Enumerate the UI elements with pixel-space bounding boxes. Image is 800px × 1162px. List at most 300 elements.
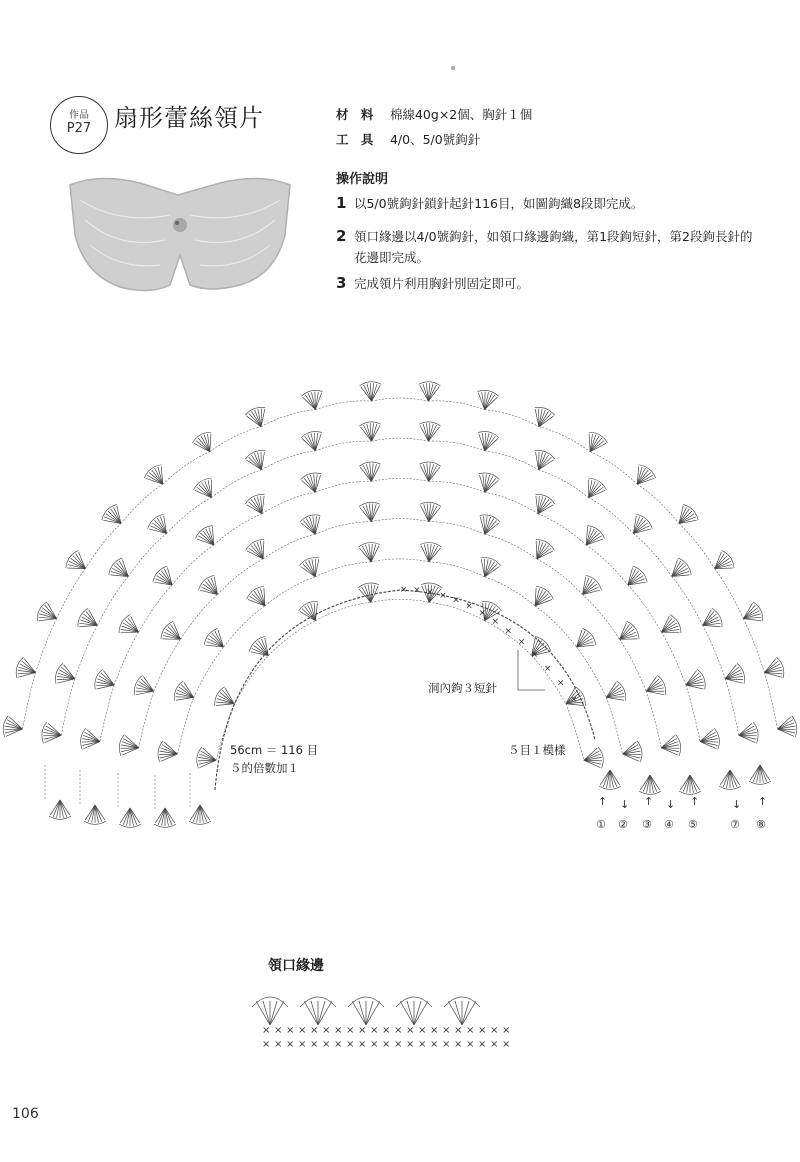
fan-motif	[154, 808, 176, 827]
single-crochet-mark: ×	[298, 1039, 307, 1050]
stitch-line	[644, 679, 662, 691]
chain-arc	[485, 410, 539, 427]
chain-arc	[485, 451, 539, 470]
single-crochet-mark: ×	[418, 1025, 427, 1036]
fan-motif	[191, 430, 219, 457]
step-number: 3	[336, 274, 347, 292]
fan-motif	[151, 564, 180, 593]
single-crochet-mark: ×	[430, 1025, 439, 1036]
chain-arc	[172, 545, 214, 585]
stitch-count-label: 56cm ＝ 116 目	[230, 743, 319, 757]
stitch-line	[249, 455, 262, 473]
single-crochet-mark: ×	[310, 1025, 319, 1036]
fan-motif	[40, 721, 63, 745]
stitch-line	[485, 395, 498, 412]
chain-arc	[210, 427, 261, 452]
stitch-line	[586, 531, 599, 547]
single-crochet-mark: ×	[570, 695, 578, 705]
fan-motif	[196, 573, 225, 602]
single-crochet-mark: ×	[502, 1025, 511, 1036]
chain-arc	[485, 534, 537, 559]
fan-motif	[418, 381, 441, 402]
fan-motif	[739, 600, 766, 628]
fan-motif	[298, 555, 325, 581]
single-crochet-mark: ×	[465, 601, 473, 612]
stitch-line	[303, 395, 316, 412]
chain-arc	[217, 559, 263, 595]
page-number: 106	[12, 1106, 39, 1122]
fan-motif	[529, 448, 557, 474]
fan-motif	[172, 680, 198, 708]
chain-arc	[428, 401, 484, 410]
arrow-down-icon: ↓	[666, 798, 676, 811]
fan-motif	[776, 715, 799, 739]
single-crochet-mark: ×	[502, 1039, 511, 1050]
chain-arc	[538, 514, 586, 545]
single-crochet-mark: ×	[370, 1025, 379, 1036]
fan-motifs	[2, 381, 799, 827]
single-crochet-mark: ×	[454, 1025, 463, 1036]
single-crochet-mark: ×	[478, 608, 487, 619]
chain-arc	[429, 562, 485, 577]
chain-arc	[211, 470, 261, 498]
fan-motif	[119, 808, 141, 827]
tools-label: 工 具	[336, 132, 378, 147]
single-crochet-mark: ×	[310, 1039, 319, 1050]
single-crochet-mark: ×	[504, 626, 513, 637]
arrow-down-icon: ↓	[620, 798, 630, 811]
chain-arc	[177, 697, 193, 754]
single-crochet-mark: ×	[556, 678, 565, 689]
page-title: 扇形蕾絲領片	[114, 104, 264, 132]
single-crochet-mark: ×	[430, 1039, 439, 1050]
fan-motif	[300, 471, 326, 496]
instruction-step	[336, 273, 756, 294]
chain-arc	[637, 484, 679, 523]
fan-motif	[581, 430, 609, 457]
chain-arc	[764, 673, 777, 729]
fan-motif	[118, 734, 141, 758]
single-crochet-mark: ×	[382, 1039, 391, 1050]
row-number: ④	[664, 818, 674, 831]
chain-arc	[577, 647, 607, 697]
chain-arc	[154, 639, 181, 691]
stitch-line	[359, 1001, 366, 1025]
chain-arc	[429, 481, 485, 492]
chain-arc	[633, 534, 671, 577]
chain-arc	[315, 481, 371, 492]
single-crochet-mark: ×	[346, 1025, 355, 1036]
fan-motif	[192, 476, 221, 504]
chain-arc	[372, 398, 429, 401]
chain-arc	[180, 595, 217, 640]
chain-arc	[620, 639, 647, 691]
arrow-up-icon: ↑	[758, 795, 768, 808]
badge-label: 作品	[69, 110, 89, 121]
chain-arc	[262, 492, 315, 513]
step-text: 完成領片利用胸針別固定即可。	[353, 276, 529, 291]
single-crochet-mark: ×	[478, 1025, 487, 1036]
single-crochet-mark: ×	[490, 1039, 499, 1050]
chain-arc	[371, 559, 429, 562]
fan-motif	[625, 512, 654, 541]
fan-motif	[193, 523, 222, 551]
fan-motif	[639, 775, 661, 794]
edging-fan	[300, 997, 336, 1025]
fan-motif	[580, 476, 609, 504]
fan-motif	[474, 429, 500, 453]
row-number: ①	[596, 818, 606, 831]
single-crochet-mark: ×	[400, 585, 408, 595]
chain-arc	[61, 679, 75, 735]
stitch-line	[462, 1001, 476, 1025]
chain-arc	[75, 625, 98, 678]
fan-motif	[621, 740, 644, 764]
single-crochet-mark: ×	[418, 1039, 427, 1050]
fan-motif	[575, 573, 604, 602]
single-crochet-mark: ×	[370, 1039, 379, 1050]
instructions-heading: 操作說明	[336, 172, 389, 187]
single-crochet-mark: ×	[406, 1039, 415, 1050]
chain-arc	[23, 673, 36, 729]
single-crochet-mark: ×	[490, 1025, 499, 1036]
fan-motif	[2, 715, 25, 739]
stitch-line	[42, 605, 60, 618]
chain-arc	[371, 519, 428, 522]
fan-motif	[53, 662, 78, 689]
fan-motif	[34, 600, 61, 628]
fan-motif	[92, 668, 118, 695]
chain-arc	[715, 569, 744, 619]
chain-arc	[121, 484, 163, 523]
fan-motif	[14, 656, 39, 682]
stitch-line	[303, 561, 315, 579]
materials-label: 材 料	[336, 107, 378, 122]
single-crochet-mark: ×	[322, 1039, 331, 1050]
single-crochet-mark: ×	[442, 1039, 451, 1050]
chain-arc	[590, 452, 637, 485]
fan-motif	[660, 734, 683, 758]
stitch-line	[270, 1001, 284, 1025]
fan-motif	[299, 512, 326, 537]
chain-arc	[537, 559, 583, 595]
fan-motif	[132, 674, 158, 701]
stitch-line	[414, 1001, 428, 1025]
chain-arc	[686, 685, 700, 742]
stitch-line	[532, 452, 545, 470]
tools-value: 4/0、5/0號鉤針	[389, 132, 481, 147]
row-number: ⑦	[730, 818, 740, 831]
chain-arc	[372, 438, 429, 441]
chain-arc	[371, 599, 429, 602]
fan-motif	[359, 461, 382, 482]
stitch-line	[270, 1001, 277, 1025]
single-crochet-mark: ×	[358, 1039, 367, 1050]
single-crochet-mark: ×	[466, 1039, 475, 1050]
single-crochet-mark: ×	[334, 1025, 343, 1036]
single-crochet-mark: ×	[442, 1025, 451, 1036]
fan-motif	[629, 462, 658, 491]
chain-arc	[315, 522, 371, 535]
chain-arc	[672, 577, 703, 626]
arrow-down-icon: ↓	[732, 798, 742, 811]
chain-arc	[234, 656, 268, 704]
single-crochet-mark: ×	[439, 590, 447, 601]
materials-value: 棉線40g×2個、胸針１個	[389, 107, 533, 122]
stitch-line	[400, 1001, 414, 1025]
step-number: 1	[336, 194, 347, 212]
stitch-line	[604, 684, 622, 697]
fan-motif	[244, 537, 272, 565]
chain-arc	[371, 478, 428, 481]
chain-arc	[743, 619, 764, 673]
fan-motif	[672, 502, 701, 531]
row-number: ②	[618, 818, 628, 831]
fan-motif	[358, 541, 382, 563]
tools-row	[336, 130, 480, 148]
fan-motif	[245, 584, 274, 612]
fan-motif	[722, 662, 747, 689]
chain-arc	[128, 534, 166, 577]
step-number: 2	[336, 227, 347, 245]
fan-motif	[578, 523, 607, 551]
collar-photo	[60, 165, 300, 305]
stitch-line	[429, 466, 440, 482]
stitch-line	[366, 1001, 380, 1025]
fan-motif	[63, 549, 91, 578]
stitch-line	[249, 499, 262, 517]
single-crochet-mark: ×	[413, 585, 421, 596]
chain-arc	[485, 492, 538, 513]
edging-fan	[252, 997, 288, 1025]
row-markers	[596, 795, 767, 831]
single-crochet-mark: ×	[358, 1025, 367, 1036]
fan-motif	[698, 607, 725, 635]
chain-arc	[646, 691, 661, 748]
edging-chart	[250, 985, 530, 1051]
single-crochet-mark: ×	[334, 1039, 343, 1050]
single-crochet-mark: ×	[286, 1025, 295, 1036]
stitch-line	[448, 1001, 462, 1025]
single-crochet-mark: ×	[517, 637, 526, 648]
fan-motif	[474, 471, 500, 496]
chain-arc	[263, 534, 315, 559]
fan-motif	[116, 613, 144, 641]
fan-motif	[719, 770, 741, 789]
fan-motif	[602, 680, 628, 708]
fan-motif	[49, 800, 71, 819]
fan-motif	[474, 388, 499, 412]
single-crochet-mark: ×	[274, 1025, 283, 1036]
chain-arc	[315, 441, 371, 451]
fan-motif	[749, 765, 771, 784]
print-speck	[451, 66, 455, 70]
chain-arc	[114, 632, 138, 685]
chain-arc	[428, 441, 484, 451]
fan-motif	[613, 619, 641, 648]
fan-motif	[244, 448, 272, 474]
chain-arc	[261, 410, 315, 427]
chain-arc	[566, 704, 584, 761]
stitch-line	[360, 507, 371, 523]
single-crochet-mark: ×	[426, 587, 434, 598]
chain-arc	[429, 522, 485, 535]
fan-motif	[84, 805, 106, 824]
chain-arc	[703, 625, 726, 678]
fan-motif	[244, 405, 271, 431]
fan-motif	[642, 674, 668, 701]
single-crochet-mark: ×	[406, 1025, 415, 1036]
stitch-line	[302, 436, 315, 453]
fan-motif	[142, 462, 171, 491]
fan-motif	[679, 775, 701, 794]
fan-motif	[524, 634, 553, 663]
single-crochet-mark: ×	[274, 1039, 283, 1050]
stitch-line	[455, 1001, 462, 1025]
stitch-line	[304, 1001, 318, 1025]
work-number-badge	[50, 96, 108, 154]
stitch-line	[249, 411, 261, 429]
stitch-line	[414, 1001, 421, 1025]
materials-row	[336, 105, 532, 123]
fan-motif	[570, 626, 599, 655]
fan-motif	[301, 388, 326, 412]
stitch-line	[318, 1001, 325, 1025]
fan-motif	[189, 805, 211, 824]
edging-fan	[396, 997, 432, 1025]
fan-motif	[475, 555, 502, 581]
fan-motif	[761, 656, 786, 682]
chain-arc	[583, 595, 620, 640]
chain-arc	[57, 569, 86, 619]
single-crochet-mark: ×	[262, 1025, 271, 1036]
chain-arc	[539, 427, 590, 452]
chain-arc	[163, 452, 210, 485]
row-number: ③	[642, 818, 652, 831]
fan-motif	[212, 685, 239, 713]
single-crochet-mark: ×	[262, 1039, 271, 1050]
chain-arc	[661, 632, 685, 685]
single-crochet-mark: ×	[454, 1039, 463, 1050]
chain-arc	[315, 401, 371, 410]
single-crochet-mark: ×	[286, 1039, 295, 1050]
single-crochet-mark: ×	[491, 616, 500, 627]
stitch-line	[178, 684, 196, 697]
fan-motif	[158, 619, 186, 648]
fan-motif	[529, 405, 556, 431]
chain-arc	[485, 577, 535, 606]
fan-motif	[157, 740, 180, 764]
stitch-line	[485, 561, 497, 579]
fan-motif	[418, 501, 442, 523]
fan-motif	[195, 747, 218, 771]
stitch-line	[318, 1001, 332, 1025]
chain-arc	[539, 470, 589, 498]
fan-motif	[698, 728, 721, 752]
stitch-line	[539, 411, 551, 429]
arrow-up-icon: ↑	[690, 795, 700, 808]
fan-motif	[621, 564, 650, 593]
stitch-line	[360, 466, 371, 482]
single-crochet-mark: ×	[394, 1025, 403, 1036]
fan-motif	[418, 421, 441, 442]
hole-stitch-label: 洞內鉤３短針	[428, 681, 497, 695]
fan-motif	[79, 728, 102, 752]
fan-motif	[202, 626, 231, 655]
stitch-line	[256, 1001, 270, 1025]
chain-arc	[261, 451, 315, 470]
fan-motif	[357, 582, 381, 604]
stitch-line	[352, 1001, 366, 1025]
fan-motif	[475, 512, 502, 537]
single-crochet-mark: ×	[394, 1039, 403, 1050]
stitch-line	[538, 499, 551, 517]
chain-arc	[315, 562, 371, 577]
chain-arc	[194, 647, 224, 697]
single-crochet-mark: ×	[466, 1025, 475, 1036]
fan-motif	[708, 549, 736, 578]
single-crochet-mark: ×	[530, 650, 539, 661]
chain-arc	[139, 691, 154, 748]
fan-motif	[418, 461, 441, 482]
chain-arc	[586, 545, 628, 585]
single-crochet-mark: ×	[452, 595, 460, 606]
single-crochet-mark: ×	[346, 1039, 355, 1050]
single-crochet-mark: ×	[322, 1025, 331, 1036]
chain-arc	[214, 514, 262, 545]
instruction-step	[336, 226, 756, 268]
stitch-line	[366, 1001, 373, 1025]
chain-arc	[97, 577, 128, 626]
fan-motif	[526, 584, 555, 612]
crochet-chart	[0, 380, 800, 860]
chain-arc	[265, 577, 315, 606]
fan-motif	[106, 556, 135, 585]
single-crochet-mark: ×	[298, 1025, 307, 1036]
step-text: 領口緣邊以4/0號鉤針，如領口緣邊鉤織，第1段鉤短針，第2段鉤長針的花邊即完成。	[353, 229, 753, 265]
stitch-line	[407, 1001, 414, 1025]
single-crochet-mark: ×	[478, 1039, 487, 1050]
chain-arc	[606, 697, 622, 754]
single-crochet-mark: ×	[543, 663, 552, 674]
fan-motif	[100, 502, 129, 531]
stitch-line	[311, 1001, 318, 1025]
stitch-line	[485, 436, 498, 453]
chain-arc	[268, 621, 315, 656]
arrow-up-icon: ↑	[644, 795, 654, 808]
fan-motif	[359, 421, 382, 442]
stitch-line	[429, 507, 440, 523]
fan-motif	[244, 492, 272, 519]
edging-title: 領口緣邊	[268, 958, 324, 974]
fan-motif	[682, 668, 708, 695]
row-number: ⑤	[688, 818, 698, 831]
stitch-line	[263, 1001, 270, 1025]
chain-arc	[315, 602, 370, 620]
edging-fan	[444, 997, 480, 1025]
instruction-step	[336, 193, 756, 214]
row-number: ⑧	[756, 818, 766, 831]
fan-motif	[582, 747, 605, 771]
fan-motif	[665, 556, 694, 585]
chain-arc	[100, 685, 114, 742]
fan-motif	[528, 537, 556, 565]
repeat-label: ５目１模樣	[508, 743, 566, 757]
stitch-line	[740, 605, 758, 618]
chain-arc	[725, 679, 739, 735]
badge-page-ref: P27	[66, 121, 92, 136]
arrow-up-icon: ↑	[598, 795, 608, 808]
